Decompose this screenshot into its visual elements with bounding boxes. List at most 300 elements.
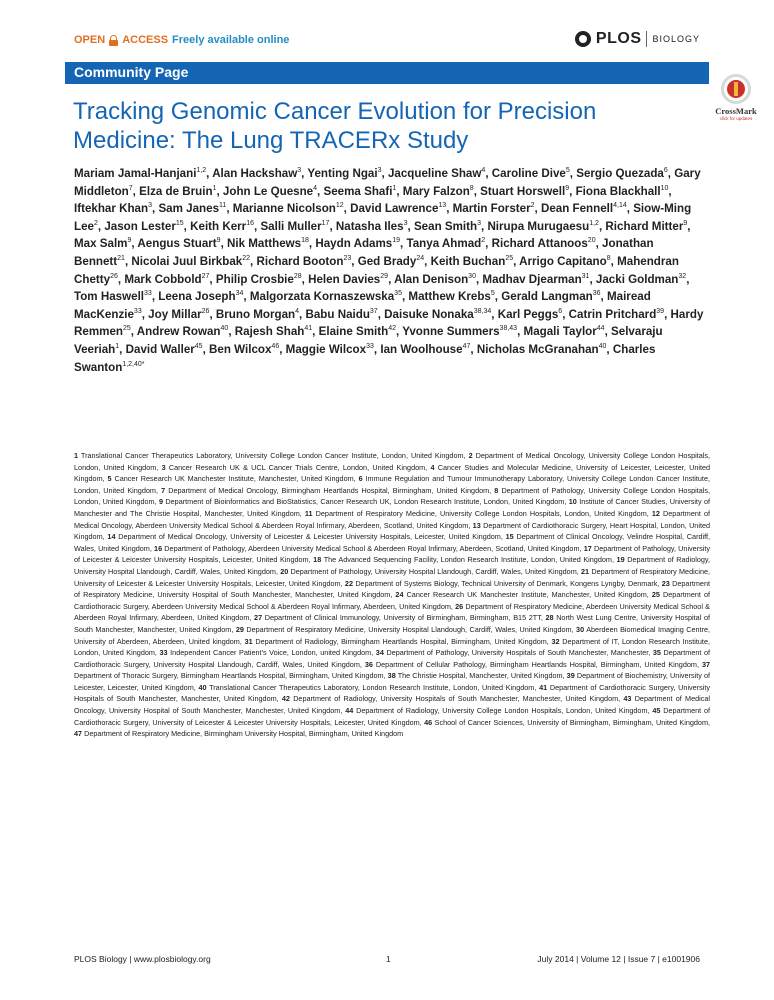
author [394, 273, 476, 286]
journal-logo [575, 30, 700, 48]
affiliation-number: 43 [623, 694, 632, 704]
author-name: Tom Haswell [74, 290, 145, 304]
author-name: Philip Crosbie [215, 272, 294, 286]
affiliation-number: 30 [576, 624, 585, 634]
affiliation-text: Aberdeen Biomedical Imaging Centre, University of Aberdeen, Aberdeen, United kingdom, [74, 624, 711, 646]
affiliation-text: Cancer Research UK & UCL Cancer Trials Centre, London, United Kingdom, [168, 462, 428, 472]
affiliation [161, 486, 491, 495]
author-affiliation-ref: 35 [394, 290, 402, 298]
affiliation-text: Department of Cardiothoracic Surgery, Heart Hospital, London, United Kingdom, [74, 520, 711, 542]
author-name: Jacqueline Shaw [387, 167, 482, 180]
affiliation-number: 23 [661, 578, 670, 588]
affiliation-text: Department of Respiratory Medicine, University College London Hospitals, London, United Kingdom, [315, 508, 649, 518]
affiliation-number: 47 [74, 729, 83, 739]
author-name: Richard Booton [256, 254, 344, 268]
author-name: Siow-Ming Lee [74, 202, 692, 233]
author [431, 255, 514, 268]
author-affiliation-ref: 47 [462, 342, 471, 350]
affiliation-number: 24 [395, 590, 404, 600]
author-name: Stuart Horswell [480, 184, 566, 198]
crossmark-badge[interactable] [712, 74, 760, 121]
author-name: Maggie Wilcox [285, 342, 367, 356]
affiliation-text: Department of Medical Oncology, University Hospital of South Manchester, Manchester, United Kingdom, [74, 694, 711, 716]
affiliation-number: 3 [161, 462, 166, 472]
author-affiliation-ref: 25 [122, 325, 131, 333]
section-banner [65, 62, 709, 84]
affiliation [345, 706, 649, 715]
affiliation-text: The Christie Hospital, Manchester, United Kingdom, [397, 671, 565, 681]
author [319, 325, 396, 338]
author-name: Yenting Ngai [307, 167, 378, 180]
affiliation-number: 26 [455, 601, 464, 611]
author-name: Tanya Ahmad [406, 237, 482, 251]
affiliation-number: 14 [107, 532, 116, 542]
author-name: Charles Swanton [74, 342, 656, 374]
author-name: Jacki Goldman [595, 272, 679, 286]
author-affiliation-ref: 21 [117, 254, 125, 262]
affiliation-number: 5 [107, 474, 112, 484]
freely-available-text: Freely available online [172, 34, 290, 46]
author-name: Salli Muller [260, 219, 322, 233]
affiliation [254, 613, 543, 622]
affiliation-list [74, 450, 710, 740]
author-affiliation-ref: 1,2 [589, 219, 599, 227]
affiliation [345, 579, 660, 588]
affiliation-text: Institute of Cancer Studies, University of Manchester and The Christie Hospital, Manchester, United Kingdom, [74, 497, 711, 518]
author-name: Joy Millar [148, 307, 202, 321]
affiliation-text: Department of Cellular Pathology, Birmingham Heartlands Hospital, Birmingham, United Kingdom, [375, 659, 699, 669]
author [501, 290, 600, 303]
author-affiliation-ref: 19 [392, 237, 401, 245]
affiliation-text: North West Lung Centre, University Hospital of South Manchester, Manchester, United Kingdom, [74, 613, 710, 634]
affiliation-number: 33 [159, 648, 168, 658]
crossmark-icon [721, 74, 751, 104]
author [307, 167, 381, 180]
author-affiliation-ref: 38,43 [499, 325, 518, 333]
author-affiliation-ref: 27 [201, 272, 210, 280]
author-name: Matthew Krebs [408, 290, 491, 304]
author [158, 290, 243, 303]
affiliation-number: 39 [566, 671, 575, 681]
author-affiliation-ref: 12 [335, 202, 344, 210]
author [569, 308, 664, 321]
affiliation-text: Department of Pathology, University Hospital Llandough, Cardiff, Wales, United Kingdom, [290, 566, 579, 576]
author-affiliation-ref: 1 [392, 184, 397, 192]
open-access-label [74, 34, 289, 46]
author-affiliation-ref: 30 [468, 272, 476, 280]
author [315, 237, 400, 250]
affiliation-number: 37 [701, 659, 711, 669]
author-affiliation-ref: 22 [242, 254, 251, 262]
author-name: Jason Lester [104, 219, 176, 233]
footer-journal: PLOS Biology | www.plosbiology.org [74, 954, 211, 964]
affiliation-number: 7 [161, 485, 166, 495]
author-name: Karl Peggs [497, 307, 559, 321]
affiliation-number: 10 [568, 497, 577, 507]
author-affiliation-ref: 39 [656, 307, 665, 315]
affiliation-text: Cancer Research UK Manchester Institute, Manchester, United Kingdom, [114, 474, 356, 484]
author-affiliation-ref: 9 [565, 184, 570, 192]
author-name: Helen Davies [308, 272, 381, 286]
author-affiliation-ref: 32 [678, 272, 687, 280]
affiliation-text: Department of Medical Oncology, Aberdeen University Medical School & Aberdeen Royal Infirmary, Aberdeen, Scotland, United Kingdom, [74, 508, 711, 530]
open-lock-icon [109, 35, 118, 46]
author-name: Elaine Smith [318, 325, 389, 339]
author-affiliation-ref: 7 [128, 184, 133, 192]
affiliation-number: 6 [358, 474, 363, 484]
affiliation-number: 34 [375, 648, 384, 658]
author [148, 308, 209, 321]
affiliation-text: Department of Respiratory Medicine, University Hospital Llandough, Cardiff, Wales, United Kingdom, [246, 624, 574, 634]
author [216, 308, 299, 321]
author [487, 220, 599, 233]
affiliation-number: 32 [551, 636, 560, 646]
author [453, 202, 535, 215]
author-name: Sean Smith [413, 219, 478, 233]
author-name: Magali Taylor [523, 325, 597, 339]
author-name: Leena Joseph [158, 290, 236, 304]
author-name: Keith Buchan [430, 254, 506, 268]
author-affiliation-ref: 2 [481, 237, 486, 245]
affiliation [365, 660, 699, 669]
footer-page-number: 1 [386, 954, 391, 964]
affiliation-text: Department of Pathology, Aberdeen University Medical School & Aberdeen Royal Infirmary, Aberdeen, Scotland, United Kingdom, [164, 543, 582, 553]
affiliation-text: Department of Pathology, University College London Hospitals, London, United Kingdom, [74, 485, 711, 507]
author-name: Seema Shafi [323, 184, 393, 198]
affiliation-number: 9 [158, 497, 163, 507]
affiliation-text: Department of Medical Oncology, Birmingham Heartlands Hospital, Birmingham, United Kingdom, [168, 485, 492, 495]
author [227, 237, 309, 250]
author-affiliation-ref: 41 [304, 325, 313, 333]
author [74, 202, 152, 215]
author [605, 220, 687, 233]
affiliation-text: Department of Respiratory Medicine, University of Leicester & Leicester University Hospitals, Leicester, United Kingdom, [74, 566, 711, 588]
author-name: Bruno Morgan [215, 307, 296, 321]
author-affiliation-ref: 9 [127, 237, 132, 245]
author-affiliation-ref: 34 [235, 290, 244, 298]
affiliation-number: 13 [472, 520, 481, 530]
author-affiliation-ref: 3 [297, 167, 302, 174]
author [131, 255, 250, 268]
affiliation-number: 4 [430, 462, 435, 472]
author-name: Andrew Rowan [136, 325, 221, 339]
author-name: Catrin Pritchard [568, 307, 657, 321]
journal-name: PLOS [595, 30, 642, 47]
author [477, 343, 607, 356]
logo-divider [646, 31, 647, 47]
affiliation [236, 625, 574, 634]
author-name: Mary Falzon [402, 184, 470, 198]
affiliation-number: 1 [74, 451, 79, 460]
author [223, 185, 317, 198]
affiliation-number: 44 [345, 706, 354, 716]
author-affiliation-ref: 8 [606, 254, 611, 262]
author [126, 343, 203, 356]
affiliation-text: Department of Clinical Oncology, Velindre Hospital, Cardiff, Wales, United Kingdom, [74, 532, 711, 553]
author [336, 220, 408, 233]
author-name: Sergio Quezada [576, 167, 664, 180]
author [388, 167, 485, 180]
author-affiliation-ref: 15 [175, 219, 184, 227]
author-affiliation-ref: 16 [246, 219, 254, 227]
author [74, 167, 206, 180]
affiliation-text: The Advanced Sequencing Facility, London Research Institute, London, United Kingdom, [323, 555, 614, 565]
author [235, 325, 312, 338]
author [524, 325, 605, 338]
author-affiliation-ref: 1 [212, 184, 217, 192]
affiliation [313, 555, 614, 564]
author-name: Yvonne Summers [402, 325, 500, 339]
author [308, 273, 388, 286]
author-affiliation-ref: 28 [293, 272, 302, 280]
affiliation-text: Department of Cardiothoracic Surgery, University Hospital Llandough, Cardiff, Wales, United Kingdom, [74, 648, 711, 669]
affiliation [305, 509, 649, 518]
author [137, 237, 220, 250]
author-affiliation-ref: 46 [271, 342, 280, 350]
author-name: Elza de Bruin [139, 184, 213, 198]
author [380, 343, 470, 356]
author-affiliation-ref: 3 [403, 219, 408, 227]
affiliation-text: Department of Radiology, Birmingham Heartlands Hospital, Birmingham, United Kingdom, [255, 636, 549, 646]
author-name: Fiona Blackhall [575, 184, 661, 198]
author-name: Alan Hackshaw [212, 167, 298, 180]
affiliation-text: Department of Medical Oncology, University of Leicester & Leicester University Hospitals, Leicester, United Kingdom, [118, 532, 503, 542]
author-affiliation-ref: 2 [530, 202, 535, 210]
author-name: Ian Woolhouse [380, 342, 463, 356]
author-affiliation-ref: 1,2,40* [122, 360, 145, 368]
author-affiliation-ref: 29 [380, 272, 389, 280]
author-name: John Le Quesne [222, 184, 314, 198]
author-affiliation-ref: 1 [115, 342, 120, 350]
author-affiliation-ref: 36 [592, 290, 601, 298]
author-name: David Lawrence [350, 202, 439, 216]
author [286, 343, 374, 356]
article-title: Tracking Genomic Cancer Evolution for Precision Medicine: The Lung TRACERx Study [73, 98, 597, 154]
author-name: Malgorzata Kornaszewska [249, 290, 395, 304]
author-affiliation-ref: 24 [416, 254, 425, 262]
author [519, 255, 611, 268]
author-name: Daisuke Nonaka [384, 307, 474, 321]
affiliation-text: Immune Regulation and Tumour Immunotherapy Laboratory, University College London Cancer Institute, London, United Kingdom, [74, 474, 710, 495]
affiliation-number: 12 [651, 508, 660, 518]
plos-logo-icon [575, 31, 591, 47]
affiliation-text: Independent Cancer Patient's Voice, London, united Kingdom, [170, 648, 374, 658]
author-name: Haydn Adams [315, 237, 393, 251]
affiliation [280, 567, 579, 576]
author [408, 290, 494, 303]
affiliation-number: 29 [235, 624, 244, 634]
journal-section: BIOLOGY [652, 34, 700, 44]
crossmark-sub: click for updates [719, 116, 753, 121]
author-name: Nicholas McGranahan [476, 342, 599, 356]
author [104, 220, 183, 233]
author [233, 202, 344, 215]
author-name: Nicolai Juul Birkbak [131, 254, 243, 268]
author-name: Sam Janes [158, 202, 220, 216]
affiliation [107, 532, 502, 541]
affiliation-number: 16 [154, 543, 163, 553]
affiliation [108, 474, 356, 483]
author-affiliation-ref: 5 [490, 290, 495, 298]
author [250, 290, 402, 303]
affiliation-text: Department of Radiology, University Hospitals of South Manchester, Manchester, United Kingdom, [293, 694, 621, 704]
affiliation-text: Department of Systems Biology, Technical University of Denmark, Kongens Lyngby, Denmark, [355, 578, 660, 588]
author-affiliation-ref: 33 [366, 342, 374, 350]
author-affiliation-ref: 17 [321, 219, 330, 227]
author-name: Alan Denison [394, 272, 469, 286]
affiliation [74, 451, 466, 460]
affiliation [74, 729, 403, 738]
author [74, 237, 131, 250]
author-affiliation-ref: 31 [581, 272, 590, 280]
author-name: Dean Fennell [540, 202, 614, 216]
author [256, 255, 351, 268]
author [414, 220, 481, 233]
author-name: Gerald Langman [501, 290, 593, 304]
affiliation-number: 15 [505, 532, 514, 542]
author [482, 273, 589, 286]
author-name: Marianne Nicolson [232, 202, 336, 216]
crossmark-label: CrossMark [715, 106, 757, 116]
author [402, 325, 517, 338]
affiliation-text: Department of Respiratory Medicine, Birmingham University Hospital, Birmingham, United Kingdom [84, 729, 404, 739]
affiliation-text: Department of Clinical Immunology, University of Birmingham, Birmingham, B15 2TT, [264, 613, 543, 623]
author-affiliation-ref: 4 [481, 167, 486, 174]
affiliation-text: Department of Cardiothoracic Surgery, Aberdeen University Medical School & Aberdeen Royal Infirmary, Aberdeen, United Kingdom, [74, 590, 711, 611]
author-affiliation-ref: 6 [663, 167, 668, 174]
author-affiliation-ref: 44 [596, 325, 605, 333]
author-name: Jonathan Bennett [74, 237, 654, 268]
author-affiliation-ref: 26 [110, 272, 118, 280]
author-affiliation-ref: 40 [598, 342, 607, 350]
affiliation [162, 463, 428, 472]
author-affiliation-ref: 2 [93, 219, 98, 227]
affiliation-text: Department of Pathology, University of Leicester & Leicester University Hospitals, Leicester, United Kingdom, [74, 543, 710, 565]
author [576, 167, 668, 180]
author-affiliation-ref: 3 [477, 219, 481, 227]
author-affiliation-ref: 37 [369, 307, 378, 315]
author-affiliation-ref: 20 [587, 237, 596, 245]
author-name: Nirupa Murugaesu [487, 219, 590, 233]
affiliation-text: Department of Thoracic Surgery, Birmingham Heartlands Hospital, Birmingham, United Kingdom, [74, 671, 386, 681]
affiliation-number: 40 [198, 682, 207, 692]
author [358, 255, 424, 268]
author-name: Richard Attanoos [491, 237, 588, 251]
author [492, 167, 570, 180]
author-name: Gary Middleton [74, 167, 701, 198]
author-name: Rajesh Shah [234, 325, 305, 339]
author-name: Iftekhar Khan [74, 202, 149, 216]
author-affiliation-ref: 3 [377, 167, 382, 174]
affiliation-text: Department of Bioinformatics and BioStatistics, Cancer Research UK, London Research Institute, London, United Kingdom, [165, 497, 567, 507]
affiliation-number: 46 [424, 717, 433, 727]
author [576, 185, 669, 198]
access-text: ACCESS [122, 34, 169, 46]
affiliation-number: 35 [652, 648, 661, 658]
author-name: Selvaraju Veeriah [74, 325, 663, 356]
author [212, 167, 301, 180]
affiliation-number: 38 [387, 671, 396, 681]
author-name: Madhav Djearman [482, 272, 582, 286]
author-name: Mairead MacKenzie [74, 290, 651, 321]
affiliation-text: Cancer Research UK Manchester Institute, Manchester, United Kingdom, [406, 590, 649, 600]
author-affiliation-ref: 23 [343, 254, 352, 262]
affiliation-number: 11 [304, 508, 313, 518]
author-affiliation-ref: 9 [683, 219, 688, 227]
affiliation-number: 21 [581, 566, 590, 576]
author [190, 220, 254, 233]
affiliation-text: Department of Respiratory Medicine, Aberdeen University Medical School & Aberdeen Royal Infirmary, Aberdeen, United Kingdom, [74, 601, 710, 623]
author [137, 325, 229, 338]
author-name: Babu Naidu [305, 307, 370, 321]
author-affiliation-ref: 42 [388, 325, 397, 333]
affiliation-number: 17 [583, 543, 592, 553]
author-affiliation-ref: 4 [313, 184, 318, 192]
author [407, 237, 486, 250]
affiliation [424, 718, 710, 727]
affiliation-text: Department of Medical Oncology, University College London Hospitals, London, United Kingdom, [74, 451, 711, 472]
affiliation-text: Department of Radiology, University College London Hospitals, London, United Kingdom, [356, 706, 650, 716]
affiliation [159, 497, 566, 506]
author-affiliation-ref: 8 [469, 184, 474, 192]
affiliation-text: Translational Cancer Therapeutics Laboratory, London Research Institute, London, United Kingdom, [209, 682, 537, 692]
author-affiliation-ref: 38,34 [473, 307, 492, 315]
author-name: Ben Wilcox [209, 342, 272, 356]
affiliation [282, 694, 620, 703]
author-affiliation-ref: 9 [216, 237, 221, 245]
author [305, 308, 377, 321]
author [492, 237, 596, 250]
affiliation-text: Department of Cardiothoracic Surgery, University of Leicester & Leicester University Hospitals, Leicester, United Kingdom, [74, 706, 711, 727]
author [384, 308, 491, 321]
author [74, 290, 152, 303]
author-name: Richard Mitter [605, 219, 684, 233]
affiliation-text: Department of Cardiothoracic Surgery, University Hospitals of South Manchester, Manchester, United Kingdom, [74, 682, 710, 704]
author-name: Mahendran Chetty [74, 254, 679, 286]
affiliation-number: 42 [281, 694, 290, 704]
author-affiliation-ref: 1,2 [196, 167, 207, 174]
author-affiliation-ref: 13 [438, 202, 447, 210]
affiliation-number: 2 [468, 451, 473, 460]
section-banner-label: Community Page [74, 64, 189, 80]
author-name: Nik Matthews [227, 237, 302, 251]
author [216, 273, 302, 286]
author-name: Hardy Remmen [74, 307, 704, 339]
affiliation-number: 19 [616, 555, 625, 565]
author-affiliation-ref: 11 [219, 202, 227, 210]
author [139, 185, 216, 198]
author-affiliation-ref: 33 [133, 307, 142, 315]
affiliation-text: Translational Cancer Therapeutics Laboratory, University College London Cancer Institute, London, United Kingdom, [80, 451, 466, 460]
author [124, 273, 209, 286]
author [158, 202, 226, 215]
affiliation-number: 41 [539, 682, 548, 692]
affiliation [388, 671, 565, 680]
author [541, 202, 627, 215]
author [209, 343, 279, 356]
affiliation-number: 36 [364, 659, 373, 669]
affiliation-text: Department of IT, London Research Institute, London, United Kingdom, [74, 636, 710, 658]
footer-citation: July 2014 | Volume 12 | Issue 7 | e1001906 [537, 954, 700, 964]
affiliation [245, 637, 549, 646]
affiliation-number: 28 [545, 613, 554, 623]
author-affiliation-ref: 26 [201, 307, 210, 315]
author [480, 185, 569, 198]
affiliation-text: Department of Respiratory Medicine, University Hospital of South Manchester, Manchester, United Kingdom, [74, 578, 711, 600]
author-affiliation-ref: 25 [505, 254, 514, 262]
author-affiliation-ref: 5 [565, 167, 570, 174]
affiliation-number: 22 [344, 578, 353, 588]
